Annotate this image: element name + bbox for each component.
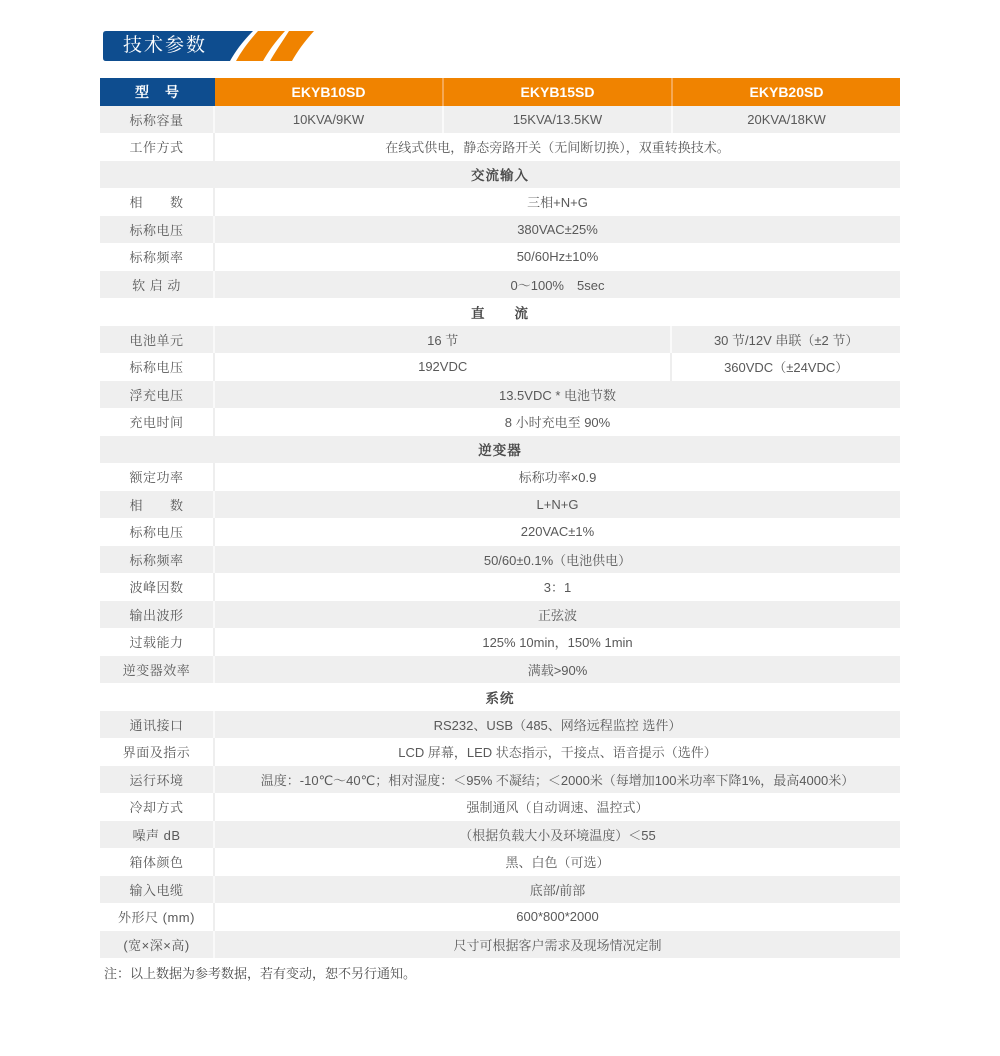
table-row bbox=[100, 491, 900, 519]
row-values bbox=[215, 271, 900, 299]
table-row bbox=[100, 601, 900, 629]
row-label: 相 数 bbox=[100, 491, 215, 519]
table-row bbox=[100, 133, 900, 161]
row-values bbox=[215, 628, 900, 656]
row-values bbox=[215, 188, 900, 216]
row-values bbox=[215, 546, 900, 574]
row-value: 0～100% 5sec bbox=[510, 277, 605, 293]
spec-table bbox=[100, 78, 900, 958]
row-label: 标称电压 bbox=[100, 353, 215, 381]
row-value: 三相+N+G bbox=[527, 195, 588, 211]
row-values bbox=[215, 738, 900, 766]
section-row bbox=[100, 683, 900, 711]
section-row bbox=[100, 298, 900, 326]
row-value: 16 节 bbox=[427, 332, 459, 348]
row-label: 软 启 动 bbox=[100, 271, 215, 299]
row-label: 过载能力 bbox=[100, 628, 215, 656]
row-value: 满载>90% bbox=[527, 662, 588, 678]
table-row bbox=[100, 188, 900, 216]
row-values bbox=[215, 656, 900, 684]
row-values bbox=[215, 711, 900, 739]
row-value: 底部/前部 bbox=[529, 882, 586, 898]
section-title: 系统 bbox=[485, 690, 515, 706]
table-row bbox=[100, 381, 900, 409]
row-values bbox=[215, 353, 900, 381]
row-label: 冷却方式 bbox=[100, 793, 215, 821]
section-title: 交流输入 bbox=[471, 168, 529, 184]
row-value: （根据负载大小及环境温度）＜55 bbox=[459, 827, 656, 843]
row-values bbox=[215, 381, 900, 409]
section-row bbox=[100, 436, 900, 464]
row-values bbox=[215, 793, 900, 821]
row-label: 运行环境 bbox=[100, 766, 215, 794]
row-values bbox=[215, 848, 900, 876]
model-header-cell: EKYB15SD bbox=[442, 78, 671, 106]
model-header-cell: EKYB20SD bbox=[671, 78, 900, 106]
row-values bbox=[215, 216, 900, 244]
row-label: 标称电压 bbox=[100, 518, 215, 546]
row-value: 50/60Hz±10% bbox=[516, 249, 599, 265]
table-row bbox=[100, 326, 900, 354]
table-row bbox=[100, 353, 900, 381]
table-row bbox=[100, 546, 900, 574]
row-value: 380VAC±25% bbox=[517, 221, 598, 237]
table-row bbox=[100, 518, 900, 546]
row-value: 10KVA/9KW bbox=[292, 111, 365, 127]
table-row bbox=[100, 628, 900, 656]
row-value: 标称功率×0.9 bbox=[518, 470, 597, 486]
row-value: 20KVA/18KW bbox=[671, 106, 900, 134]
table-row bbox=[100, 821, 900, 849]
row-values bbox=[215, 463, 900, 491]
table-row bbox=[100, 463, 900, 491]
row-label: 输出波形 bbox=[100, 601, 215, 629]
row-label: 工作方式 bbox=[100, 133, 215, 161]
row-value: 600*800*2000 bbox=[516, 909, 599, 925]
row-label: 相 数 bbox=[100, 188, 215, 216]
row-label: 通讯接口 bbox=[100, 711, 215, 739]
row-label: 箱体颜色 bbox=[100, 848, 215, 876]
row-value: 8 小时充电至 90% bbox=[504, 415, 611, 431]
row-values bbox=[215, 601, 900, 629]
row-value: 220VAC±1% bbox=[520, 524, 595, 540]
page-title: 技术参数 bbox=[123, 35, 208, 56]
table-row bbox=[100, 573, 900, 601]
row-value: 30 节/12V 串联（±2 节） bbox=[670, 326, 900, 354]
row-value: RS232、USB（485、网络远程监控 选件） bbox=[433, 717, 682, 733]
footnote: 注：以上数据为参考数据，若有变动，恕不另行通知。 bbox=[104, 966, 417, 981]
row-value: 尺寸可根据客户需求及现场情况定制 bbox=[453, 937, 662, 953]
section-row bbox=[100, 161, 900, 189]
table-header-row bbox=[100, 78, 900, 106]
table-row bbox=[100, 931, 900, 959]
row-values bbox=[215, 931, 900, 959]
table-row bbox=[100, 876, 900, 904]
spec-table-rows bbox=[100, 106, 900, 959]
row-value: 192VDC bbox=[418, 359, 468, 375]
table-row bbox=[100, 271, 900, 299]
row-value: 3：1 bbox=[543, 580, 572, 596]
row-values bbox=[215, 876, 900, 904]
row-values bbox=[215, 243, 900, 271]
section-title: 直 流 bbox=[471, 305, 529, 321]
table-row bbox=[100, 216, 900, 244]
row-label: 外形尺 (mm) bbox=[100, 903, 215, 931]
row-value: 50/60±0.1%（电池供电） bbox=[483, 552, 632, 568]
section-title: 逆变器 bbox=[478, 443, 522, 459]
model-column-label: 型 号 bbox=[100, 78, 215, 106]
row-value: 温度：-10℃～40℃；相对湿度：＜95% 不凝结；＜2000米（每增加100米功率下降1%，最高4000米） bbox=[260, 772, 855, 788]
row-value: L+N+G bbox=[536, 496, 579, 512]
row-label: 标称电压 bbox=[100, 216, 215, 244]
row-values bbox=[215, 766, 900, 794]
row-values bbox=[215, 573, 900, 601]
row-label: 输入电缆 bbox=[100, 876, 215, 904]
row-value: 强制通风（自动调速、温控式） bbox=[466, 800, 649, 816]
row-label: 额定功率 bbox=[100, 463, 215, 491]
table-row bbox=[100, 656, 900, 684]
row-values bbox=[215, 106, 900, 134]
table-row bbox=[100, 106, 900, 134]
title-banner bbox=[103, 31, 315, 61]
row-label: (宽×深×高) bbox=[100, 931, 215, 959]
row-values bbox=[215, 903, 900, 931]
row-label: 界面及指示 bbox=[100, 738, 215, 766]
row-values bbox=[215, 821, 900, 849]
row-label: 逆变器效率 bbox=[100, 656, 215, 684]
table-row bbox=[100, 848, 900, 876]
row-values bbox=[215, 133, 900, 161]
row-values bbox=[215, 491, 900, 519]
model-header-cell: EKYB10SD bbox=[215, 78, 442, 106]
row-label: 电池单元 bbox=[100, 326, 215, 354]
row-label: 标称频率 bbox=[100, 243, 215, 271]
row-value: 13.5VDC * 电池节数 bbox=[498, 387, 617, 403]
row-value: 125% 10min，150% 1min bbox=[482, 635, 633, 651]
row-value: 15KVA/13.5KW bbox=[442, 106, 671, 134]
row-label: 浮充电压 bbox=[100, 381, 215, 409]
row-value: 正弦波 bbox=[537, 607, 577, 623]
row-label: 标称容量 bbox=[100, 106, 215, 134]
row-values bbox=[215, 326, 900, 354]
table-row bbox=[100, 903, 900, 931]
row-label: 标称频率 bbox=[100, 546, 215, 574]
table-row bbox=[100, 738, 900, 766]
row-value: 黑、白色（可选） bbox=[505, 855, 610, 871]
table-row bbox=[100, 243, 900, 271]
table-row bbox=[100, 711, 900, 739]
row-value: 360VDC（±24VDC） bbox=[670, 353, 900, 381]
row-value: 在线式供电，静态旁路开关（无间断切换），双重转换技术。 bbox=[385, 140, 730, 156]
row-label: 充电时间 bbox=[100, 408, 215, 436]
row-value: LCD 屏幕，LED 状态指示，干接点、语音提示（选件） bbox=[398, 745, 717, 761]
table-row bbox=[100, 793, 900, 821]
row-label: 噪声 dB bbox=[100, 821, 215, 849]
row-values bbox=[215, 408, 900, 436]
table-row bbox=[100, 766, 900, 794]
table-row bbox=[100, 408, 900, 436]
row-values bbox=[215, 518, 900, 546]
model-header-cells bbox=[215, 78, 900, 106]
row-label: 波峰因数 bbox=[100, 573, 215, 601]
